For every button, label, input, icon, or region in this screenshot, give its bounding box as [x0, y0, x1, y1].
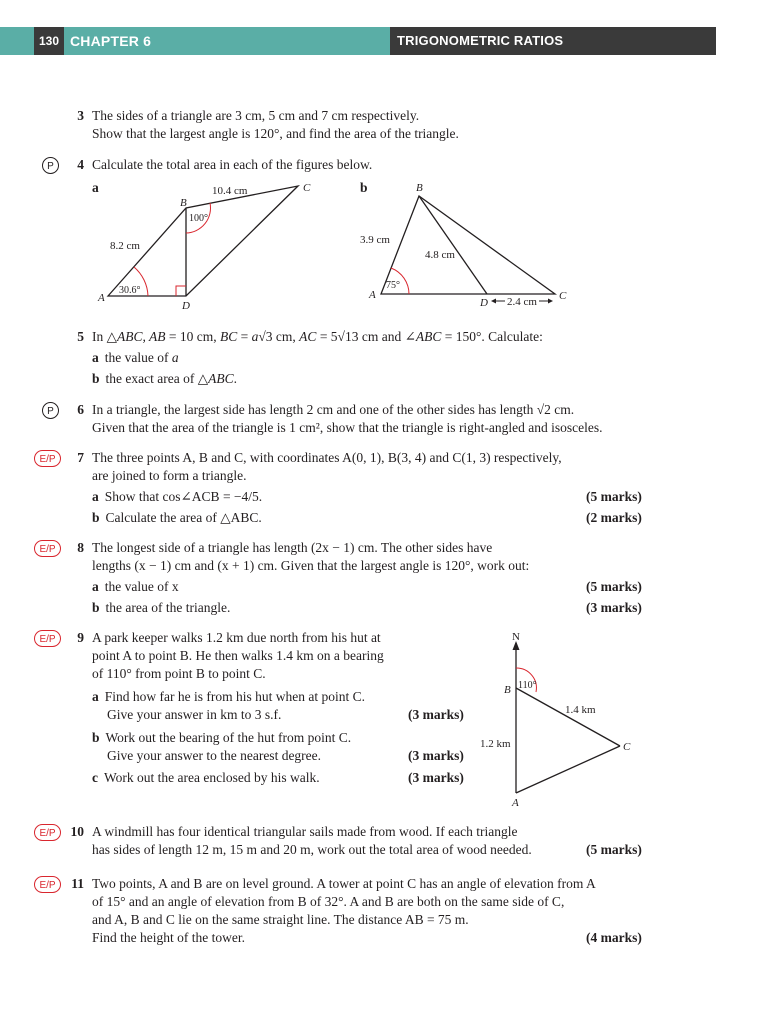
- fig4b-len-dc: 2.4 cm: [507, 296, 537, 308]
- fig4a-point-a: A: [98, 292, 105, 304]
- problem-solving-badge: P: [42, 157, 59, 174]
- q11-line4: Find the height of the tower.: [92, 930, 245, 945]
- q6-number: 6: [77, 402, 84, 417]
- fig4b-len-ab: 3.9 cm: [360, 234, 390, 246]
- fig9-ca-line: [516, 746, 620, 793]
- q8-part-b: b the area of the triangle.: [92, 600, 231, 615]
- q3-line1: The sides of a triangle are 3 cm, 5 cm and 7 cm respectively.: [92, 108, 420, 123]
- figure-9: [470, 628, 640, 813]
- q11-number: 11: [71, 876, 84, 891]
- figure-4a: [90, 178, 330, 313]
- q3-number: 3: [77, 108, 84, 123]
- fig4b-dim-right-arrow: [548, 299, 553, 304]
- q11-line1: Two points, A and B are on level ground. A tower at point C has an angle of elevation from A: [92, 876, 596, 891]
- q10-number: 10: [70, 824, 84, 839]
- fig4a-point-d: D: [182, 300, 190, 312]
- fig9-point-a: A: [512, 797, 519, 809]
- q9-c-marks: (3 marks): [408, 770, 464, 785]
- page-number: 130: [34, 27, 64, 55]
- q4-number: 4: [77, 157, 84, 172]
- q6-line1: In a triangle, the largest side has length 2 cm and one of the other sides has length √2 cm.: [92, 402, 575, 417]
- fig9-angle-label: 110°: [518, 680, 537, 691]
- q9-a-marks: (3 marks): [408, 707, 464, 722]
- header-right-band: [390, 27, 716, 55]
- q5-part-a: a the value of a: [92, 350, 179, 365]
- q4-line1: Calculate the total area in each of the figures below.: [92, 157, 373, 172]
- fig4b-bd-line: [419, 196, 487, 294]
- fig4b-point-a: A: [369, 289, 376, 301]
- exam-problem-badge: E/P: [34, 876, 61, 893]
- exam-problem-badge: E/P: [34, 630, 61, 647]
- page-header: [0, 27, 716, 55]
- fig4b-len-bd: 4.8 cm: [425, 249, 455, 261]
- q3-line2: Show that the largest angle is 120°, and find the area of the triangle.: [92, 126, 459, 141]
- fig4a-angle-b: 100°: [189, 213, 208, 224]
- q7-part-a: a Show that cos∠ACB = −4/5.: [92, 489, 263, 504]
- q8-line2: lengths (x − 1) cm and (x + 1) cm. Given that the largest angle is 120°, work out:: [92, 558, 530, 573]
- fig4a-len-ab: 8.2 cm: [110, 240, 140, 252]
- q4-part-a-label: a: [92, 180, 99, 195]
- q7-number: 7: [77, 450, 84, 465]
- q10-line1: A windmill has four identical triangular sails made from wood. If each triangle: [92, 824, 518, 839]
- fig4a-point-b: B: [180, 197, 187, 209]
- q11-line3: and A, B and C lie on the same straight line. The distance AB = 75 m.: [92, 912, 469, 927]
- q8-b-marks: (3 marks): [586, 600, 642, 615]
- exam-problem-badge: E/P: [34, 824, 61, 841]
- fig4b-point-c: C: [559, 290, 567, 302]
- figure-4b: [355, 178, 575, 313]
- q6-line2: Given that the area of the triangle is 1 cm², show that the triangle is right-angled and isosceles.: [92, 420, 603, 435]
- q9-line2: point A to point B. He then walks 1.4 km on a bearing: [92, 648, 384, 663]
- exam-problem-badge: E/P: [34, 450, 61, 467]
- q5-line1: In △ABC, AB = 10 cm, BC = a√3 cm, AC = 5√13 cm and ∠ABC = 150°. Calculate:: [92, 329, 543, 344]
- fig4b-outline: [381, 196, 555, 294]
- q9-part-b-line1: b Work out the bearing of the hut from point C.: [92, 730, 352, 745]
- q8-number: 8: [77, 540, 84, 555]
- problem-solving-badge: P: [42, 402, 59, 419]
- q9-number: 9: [77, 630, 84, 645]
- q9-line1: A park keeper walks 1.2 km due north from his hut at: [92, 630, 381, 645]
- q9-line3: of 110° from point B to point C.: [92, 666, 266, 681]
- q10-line2: has sides of length 12 m, 15 m and 20 m, work out the total area of wood needed.: [92, 842, 532, 857]
- q9-part-c: c Work out the area enclosed by his walk.: [92, 770, 320, 785]
- fig9-north-label: N: [512, 631, 520, 643]
- q11-line2: of 15° and an angle of elevation from B of 32°. A and B are both on the same side of C,: [92, 894, 565, 909]
- fig4a-right-angle: [176, 286, 186, 296]
- q11-marks: (4 marks): [586, 930, 642, 945]
- q8-line1: The longest side of a triangle has length (2x − 1) cm. The other sides have: [92, 540, 493, 555]
- q9-part-a-line1: a Find how far he is from his hut when at point C.: [92, 689, 365, 704]
- chapter-title: TRIGONOMETRIC RATIOS: [397, 33, 564, 48]
- q9-part-a-line2: Give your answer in km to 3 s.f.: [107, 707, 282, 722]
- q7-a-marks: (5 marks): [586, 489, 642, 504]
- q5-number: 5: [77, 329, 84, 344]
- q9-part-b-line2: Give your answer to the nearest degree.: [107, 748, 322, 763]
- q7-b-marks: (2 marks): [586, 510, 642, 525]
- q9-b-marks: (3 marks): [408, 748, 464, 763]
- q8-a-marks: (5 marks): [586, 579, 642, 594]
- fig9-len-bc: 1.4 km: [565, 704, 596, 716]
- fig4a-angle-a: 30.6°: [119, 285, 141, 296]
- q10-marks: (5 marks): [586, 842, 642, 857]
- fig9-len-ab: 1.2 km: [480, 738, 511, 750]
- q7-line1: The three points A, B and C, with coordinates A(0, 1), B(3, 4) and C(1, 3) respectively,: [92, 450, 562, 465]
- q4-part-b-label: b: [360, 180, 368, 195]
- q7-line2: are joined to form a triangle.: [92, 468, 247, 483]
- fig4a-point-c: C: [303, 182, 311, 194]
- chapter-label: CHAPTER 6: [70, 33, 152, 49]
- fig9-bc-line: [516, 688, 620, 746]
- q7-part-b: b Calculate the area of △ABC.: [92, 510, 262, 525]
- fig9-point-c: C: [623, 741, 631, 753]
- q8-part-a: a the value of x: [92, 579, 179, 594]
- fig4b-angle-a: 75°: [386, 280, 400, 291]
- fig4b-dim-left-arrow: [491, 299, 496, 304]
- exam-problem-badge: E/P: [34, 540, 61, 557]
- fig9-point-b: B: [504, 684, 511, 696]
- fig4b-point-b: B: [416, 182, 423, 194]
- q5-part-b: b the exact area of △ABC.: [92, 371, 237, 386]
- fig4b-point-d: D: [480, 297, 488, 309]
- fig4a-len-bc: 10.4 cm: [212, 185, 248, 197]
